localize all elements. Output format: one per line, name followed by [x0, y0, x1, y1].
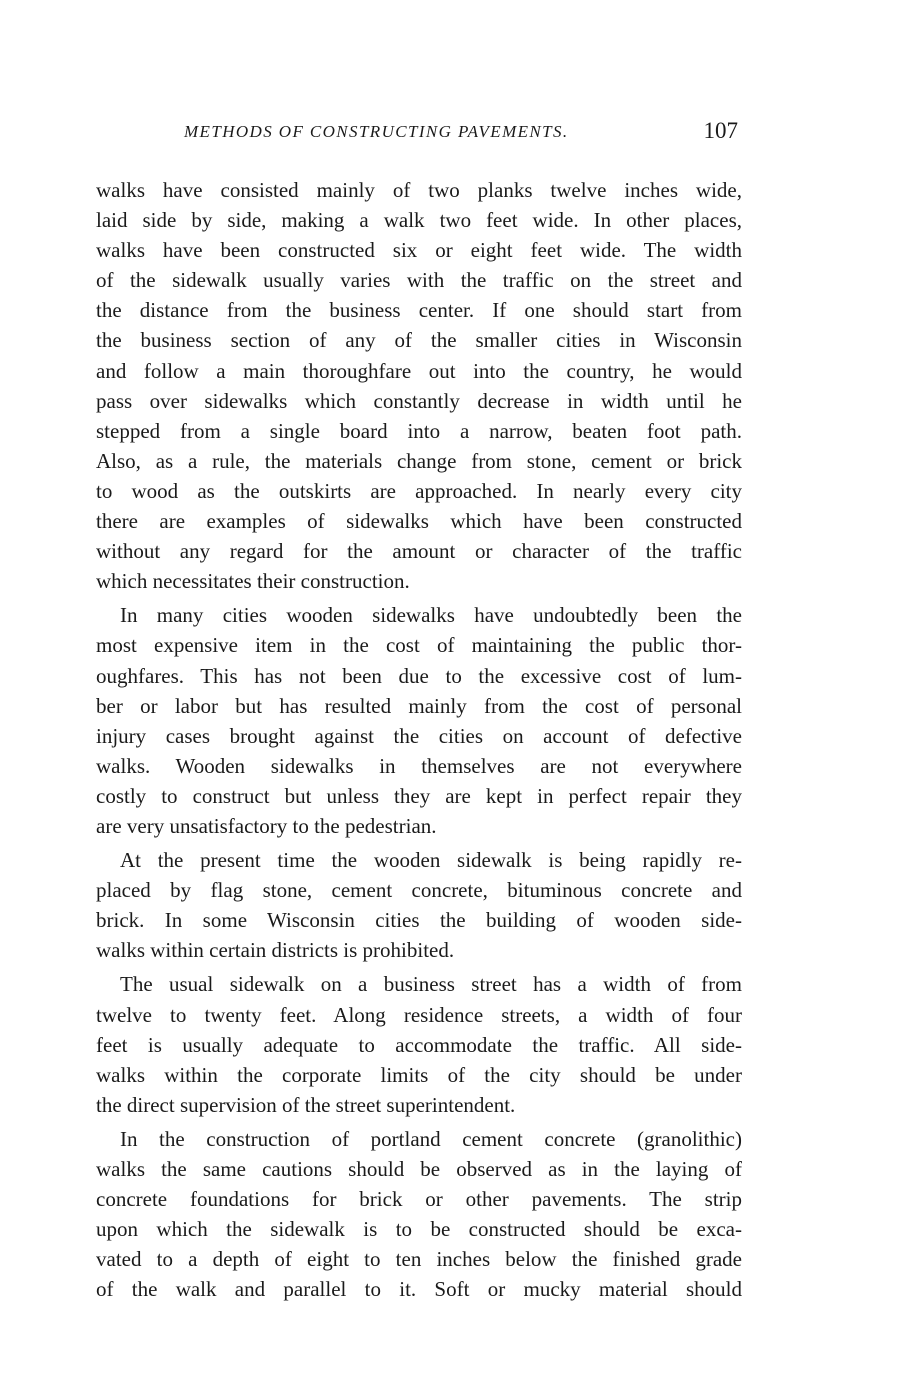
- text-line: pass over sidewalks which constantly decrease in width until he: [96, 388, 742, 413]
- text-line: stepped from a single board into a narrow, beaten foot path.: [96, 418, 742, 443]
- text-line: walks have consisted mainly of two planks twelve inches wide,: [96, 178, 742, 202]
- text-line: oughfares. This has not been due to the excessive cost of lum-: [96, 663, 742, 688]
- body-text: [96, 175, 742, 1304]
- text-line: The usual sidewalk on a business street has a width of from: [120, 972, 742, 997]
- text-line: vated to a depth of eight to ten inches below the finished grade: [96, 1247, 742, 1272]
- page-number: 107: [703, 118, 738, 143]
- text-line: placed by flag stone, cement concrete, bituminous concrete and: [96, 878, 742, 903]
- text-line: walks have been constructed six or eight feet wide. The width: [96, 238, 742, 263]
- text-line: upon which the sidewalk is to be constructed should be exca-: [96, 1217, 742, 1242]
- text-line: In many cities wooden sidewalks have undoubtedly been the: [120, 603, 742, 628]
- text-line: without any regard for the amount or character of the traffic: [96, 539, 742, 564]
- running-title: METHODS OF CONSTRUCTING PAVEMENTS.: [184, 122, 569, 141]
- text-line: of the walk and parallel to it. Soft or mucky material should: [96, 1277, 742, 1302]
- text-line: At the present time the wooden sidewalk is being rapidly re-: [120, 848, 742, 873]
- text-line: the distance from the business center. If one should start from: [96, 298, 742, 323]
- text-line: of the sidewalk usually varies with the traffic on the street and: [96, 268, 742, 293]
- text-line: walks within the corporate limits of the city should be under: [96, 1062, 742, 1087]
- text-line: twelve to twenty feet. Along residence streets, a width of four: [96, 1002, 742, 1027]
- text-line: In the construction of portland cement concrete (granolithic): [120, 1126, 742, 1151]
- paragraph-4: [96, 969, 742, 1119]
- text-line: laid side by side, making a walk two feet wide. In other places,: [96, 208, 742, 233]
- paragraph-5: [96, 1124, 742, 1305]
- text-line: are very unsatisfactory to the pedestrian.: [96, 813, 437, 838]
- text-line: and follow a main thoroughfare out into the country, he would: [96, 358, 742, 383]
- text-line: the business section of any of the smaller cities in Wisconsin: [96, 328, 742, 353]
- text-line: ber or labor but has resulted mainly from the cost of personal: [96, 693, 742, 718]
- text-line: concrete foundations for brick or other pavements. The strip: [96, 1187, 742, 1212]
- paragraph-3: [96, 845, 742, 965]
- text-line: feet is usually adequate to accommodate the traffic. All side-: [96, 1032, 742, 1057]
- text-line: the direct supervision of the street superintendent.: [96, 1092, 516, 1117]
- paragraph-1: [96, 175, 742, 596]
- running-head: [96, 118, 742, 158]
- text-line: injury cases brought against the cities on account of defective: [96, 723, 742, 748]
- text-line: walks the same cautions should be observed as in the laying of: [96, 1157, 742, 1181]
- text-line: brick. In some Wisconsin cities the building of wooden side-: [96, 908, 742, 933]
- text-line: most expensive item in the cost of maintaining the public thor-: [96, 633, 742, 658]
- text-line: to wood as the outskirts are approached. In nearly every city: [96, 478, 742, 503]
- text-line: which necessitates their construction.: [96, 569, 410, 594]
- text-line: costly to construct but unless they are kept in perfect repair they: [96, 783, 742, 808]
- text-line: walks within certain districts is prohibited.: [96, 938, 455, 963]
- paragraph-2: [96, 600, 742, 841]
- text-line: Also, as a rule, the materials change from stone, cement or brick: [96, 448, 742, 473]
- text-line: walks. Wooden sidewalks in themselves are not everywhere: [96, 753, 742, 778]
- text-line: there are examples of sidewalks which have been constructed: [96, 509, 742, 534]
